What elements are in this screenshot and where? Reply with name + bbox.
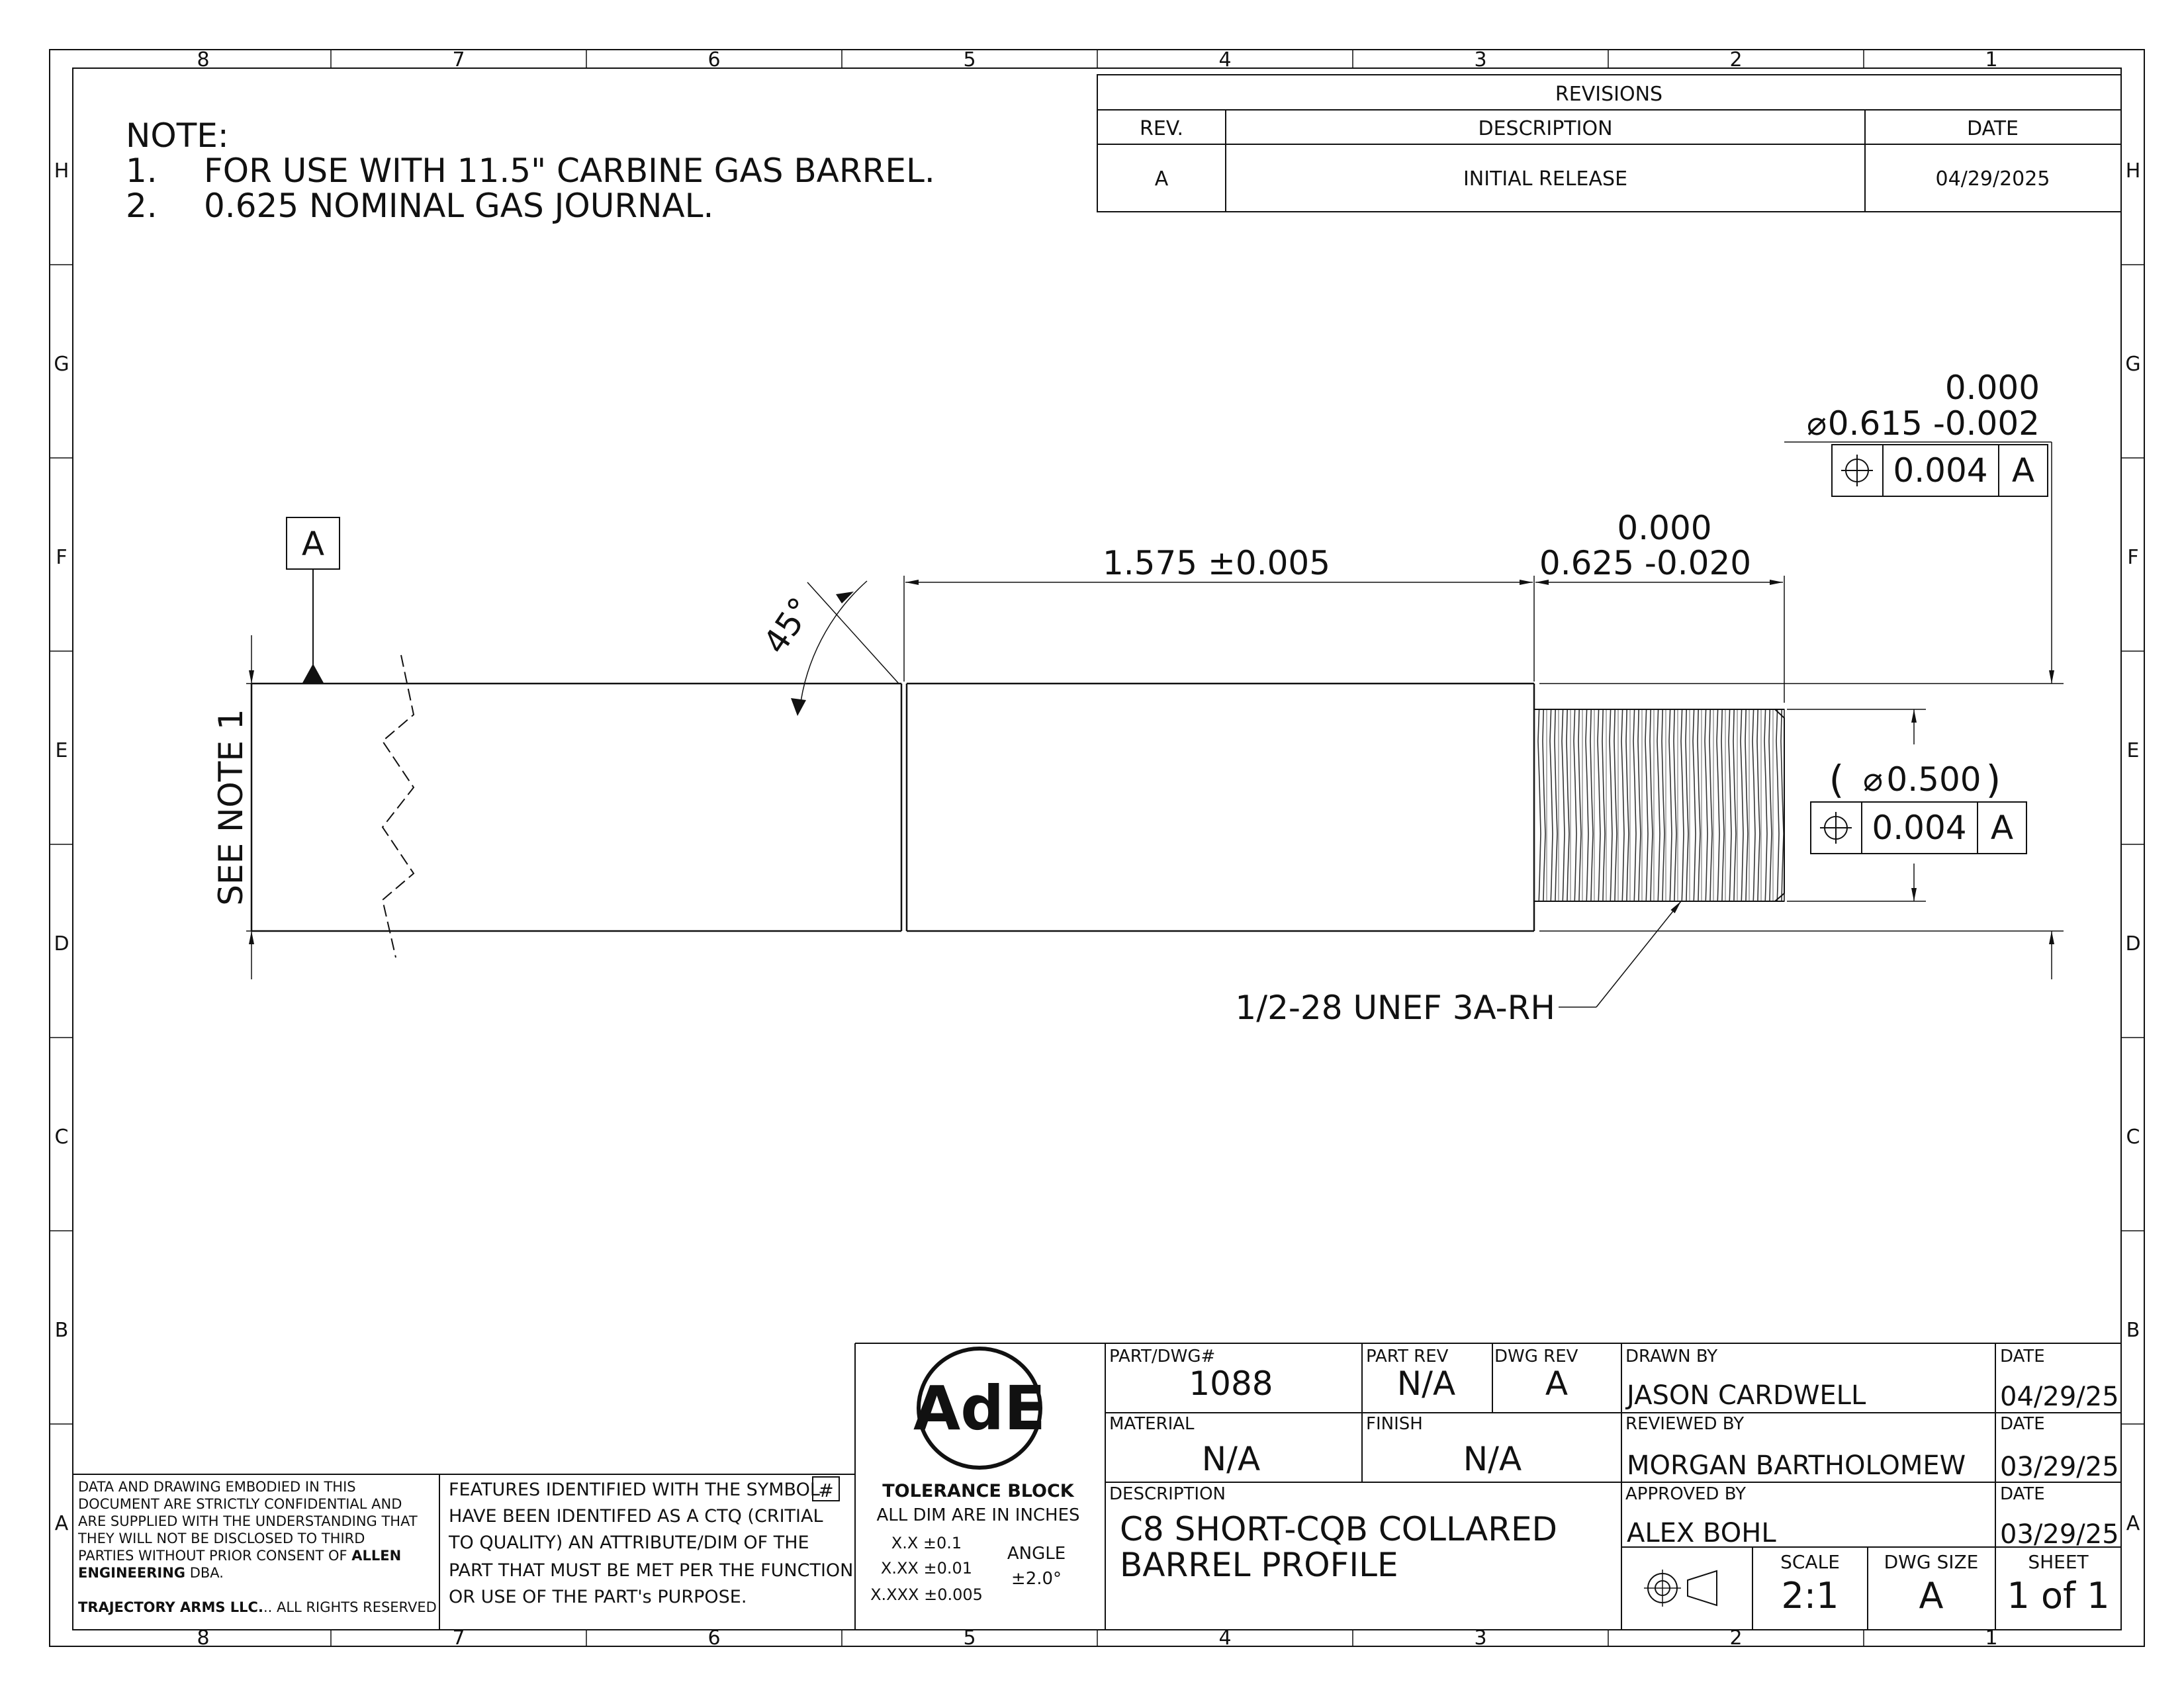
zone-row-right-b: B [2126,1319,2140,1342]
revisions-title: REVISIONS [1555,83,1663,106]
ctq-symbol: # [818,1480,834,1501]
approved-date-label: DATE [2000,1484,2045,1504]
sheet-value: 1 of 1 [2007,1575,2110,1617]
material-label: MATERIAL [1109,1414,1195,1434]
note-1-number: 1. [126,152,158,190]
tolerance-angle-label: ANGLE [1007,1544,1066,1564]
ctq-line-1: FEATURES IDENTIFIED WITH THE SYMBOL [449,1480,820,1500]
disclaimer-rights: .. ALL RIGHTS RESERVED [263,1599,437,1615]
revision-rev: A [1154,167,1169,191]
dwg-size-value: A [1919,1575,1944,1617]
zone-col-top-2: 2 [1729,48,1743,71]
disclaimer-line-4: THEY WILL NOT BE DISCLOSED TO THIRD [78,1531,365,1546]
reviewed-by-label: REVIEWED BY [1625,1414,1745,1434]
material-value: N/A [1201,1440,1261,1478]
part-info [1109,1347,1578,1584]
disclaimer-line-1: DATA AND DRAWING EMBODIED IN THIS [78,1479,356,1495]
scale-label: SCALE [1780,1551,1840,1573]
part-rev-label: PART REV [1366,1347,1449,1366]
zone-col-bottom-5: 5 [963,1626,976,1650]
dwg-rev-label: DWG REV [1494,1347,1578,1366]
zone-row-right-h: H [2125,159,2141,183]
barrel-profile [251,684,1784,931]
fcf-thread-datum: A [1990,809,2014,847]
tolerance-title: TOLERANCE BLOCK [882,1481,1074,1501]
approvals [1625,1347,2119,1550]
part-rev-value: N/A [1396,1364,1456,1403]
reviewed-date-value: 03/29/25 [2000,1452,2119,1482]
company-logo [913,1349,1046,1468]
sheet-label: SHEET [2028,1551,2089,1573]
disclaimer-line-3: ARE SUPPLIED WITH THE UNDERSTANDING THAT [78,1513,418,1529]
zone-row-left-g: G [54,353,69,376]
third-angle-projection-icon [1644,1570,1717,1607]
length-dimension-text: 1.575 ±0.005 [1102,544,1331,582]
thread-callout [1235,901,1681,1027]
disclaimer-line-2: DOCUMENT ARE STRICTLY CONFIDENTIAL AND [78,1496,402,1512]
revisions-table [1097,75,2121,212]
collar-diameter-symbol: ⌀ [1806,404,1827,443]
ref-open-paren: ( [1829,757,1844,802]
reviewed-date-label: DATE [2000,1414,2045,1434]
drawn-by-label: DRAWN BY [1625,1347,1718,1366]
disclaimer-line-5 [78,1548,401,1564]
length-dimension [904,544,1534,682]
position-icon [1841,455,1873,486]
zone-col-top-6: 6 [707,48,721,71]
ref-close-paren: ) [1985,757,2001,802]
datum-feature-a [287,517,340,683]
collar-diameter-tol-upper: 0.000 [1944,369,2040,407]
zone-row-left-b: B [54,1319,69,1342]
zone-row-right-g: G [2125,353,2141,376]
zone-row-left-a: A [54,1512,69,1535]
ctq-line-5: OR USE OF THE PART's PURPOSE. [449,1587,747,1607]
feature-control-frame-thread [1811,802,2026,854]
zone-row-left-d: D [54,932,69,956]
zone-col-bottom-7: 7 [452,1626,465,1650]
angle-dimension [756,581,899,716]
disclaimer-consent: PARTIES WITHOUT PRIOR CONSENT OF [78,1548,347,1564]
part-number-label: PART/DWG# [1109,1347,1216,1366]
break-line [383,655,414,957]
part-number-value: 1088 [1189,1364,1273,1403]
tolerance-three-place: X.XXX ±0.005 [870,1585,983,1604]
fcf-thread-tolerance: 0.004 [1872,809,1967,847]
confidentiality-notice [77,1479,437,1615]
zone-row-right-f: F [2127,546,2139,569]
revisions-header-date: DATE [1966,117,2019,140]
thread-callout-text: 1/2-28 UNEF 3A-RH [1235,989,1555,1027]
sheet-info [1780,1551,2109,1617]
datum-a-label: A [301,525,325,563]
fcf-top-datum: A [2011,451,2035,490]
left-diameter-dimension [212,635,265,979]
zone-row-left-c: C [54,1126,69,1149]
ctq-line-4: PART THAT MUST BE MET PER THE FUNCTION [449,1560,854,1581]
description-label: DESCRIPTION [1109,1484,1226,1504]
note-2-number: 2. [126,187,158,225]
zone-col-bottom-2: 2 [1729,1626,1743,1650]
zone-col-top-7: 7 [452,48,465,71]
zone-row-right-e: E [2126,739,2140,762]
zone-row-right-d: D [2125,932,2141,956]
drawn-by-value: JASON CARDWELL [1627,1380,1866,1411]
disclaimer-dba: DBA. [189,1565,224,1581]
tolerance-angle-value: ±2.0° [1011,1569,1062,1589]
revision-description: INITIAL RELEASE [1463,167,1628,191]
ref-diameter-value: 0.500 [1886,760,1981,799]
collar-diameter-text: 0.615 -0.002 [1827,404,2040,443]
zone-col-top-5: 5 [963,48,976,71]
logo-text: AdE [913,1373,1046,1444]
zone-col-top-8: 8 [197,48,210,71]
revision-date: 04/29/2025 [1935,167,2050,191]
fcf-top-tolerance: 0.004 [1893,451,1988,490]
tolerance-two-place: X.XX ±0.01 [880,1559,973,1578]
dwg-rev-value: A [1545,1364,1569,1403]
feature-control-frame-top [1832,445,2048,496]
tolerance-units: ALL DIM ARE IN INCHES [876,1505,1080,1525]
approved-date-value: 03/29/25 [2000,1519,2119,1550]
disclaimer-company-3: TRAJECTORY ARMS LLC. [78,1599,263,1615]
zone-col-bottom-1: 1 [1985,1626,1998,1650]
notes-block [126,116,935,225]
zone-col-bottom-4: 4 [1218,1626,1232,1650]
ref-diameter-symbol: ⌀ [1862,760,1884,799]
ctq-notice [448,1477,853,1607]
tolerance-one-place: X.X ±0.1 [891,1534,962,1552]
position-icon [1820,812,1852,844]
thread-diameter-dimension [1787,709,2001,901]
approved-by-value: ALEX BOHL [1627,1518,1776,1548]
zone-row-right-a: A [2126,1512,2140,1535]
notes-title: NOTE: [126,116,229,155]
revisions-header-description: DESCRIPTION [1478,117,1613,140]
ctq-line-3: TO QUALITY) AN ATTRIBUTE/DIM OF THE [449,1533,809,1553]
ctq-line-2: HAVE BEEN IDENTIFED AS A CTQ (CRITIAL [449,1506,823,1527]
zone-col-top-3: 3 [1474,48,1487,71]
zone-row-left-f: F [56,546,68,569]
disclaimer-company-1: ALLEN [351,1548,402,1564]
tolerance-block [870,1481,1079,1604]
see-note-label: SEE NOTE 1 [212,709,250,906]
scale-value: 2:1 [1781,1575,1839,1617]
zone-col-bottom-6: 6 [707,1626,721,1650]
zone-col-bottom-3: 3 [1474,1626,1487,1650]
reviewed-by-value: MORGAN BARTHOLOMEW [1627,1450,1966,1481]
zone-row-left-h: H [54,159,69,183]
note-1-text: FOR USE WITH 11.5" CARBINE GAS BARREL. [204,152,935,190]
zone-row-right-c: C [2126,1126,2140,1149]
note-2-text: 0.625 NOMINAL GAS JOURNAL. [204,187,714,225]
description-line-1: C8 SHORT-CQB COLLARED [1120,1510,1558,1548]
description-line-2: BARREL PROFILE [1120,1546,1398,1584]
angle-label: 45° [756,590,821,661]
thread-length-tol-upper: 0.000 [1617,509,1712,547]
thread-length-text: 0.625 -0.020 [1539,544,1752,582]
disclaimer-line-6 [78,1565,224,1581]
disclaimer-company-2: ENGINEERING [78,1565,186,1581]
drawn-date-label: DATE [2000,1347,2045,1366]
zone-col-top-1: 1 [1985,48,1998,71]
approved-by-label: APPROVED BY [1625,1484,1747,1504]
revisions-header-rev: REV. [1140,117,1183,140]
dwg-size-label: DWG SIZE [1884,1551,1979,1573]
thread-length-dimension [1535,509,1784,703]
zone-col-bottom-8: 8 [197,1626,210,1650]
finish-label: FINISH [1366,1414,1423,1434]
finish-value: N/A [1463,1440,1522,1478]
drawn-date-value: 04/29/25 [2000,1382,2119,1412]
zone-row-left-e: E [55,739,68,762]
zone-col-top-4: 4 [1218,48,1232,71]
disclaimer-line-7 [78,1599,437,1615]
